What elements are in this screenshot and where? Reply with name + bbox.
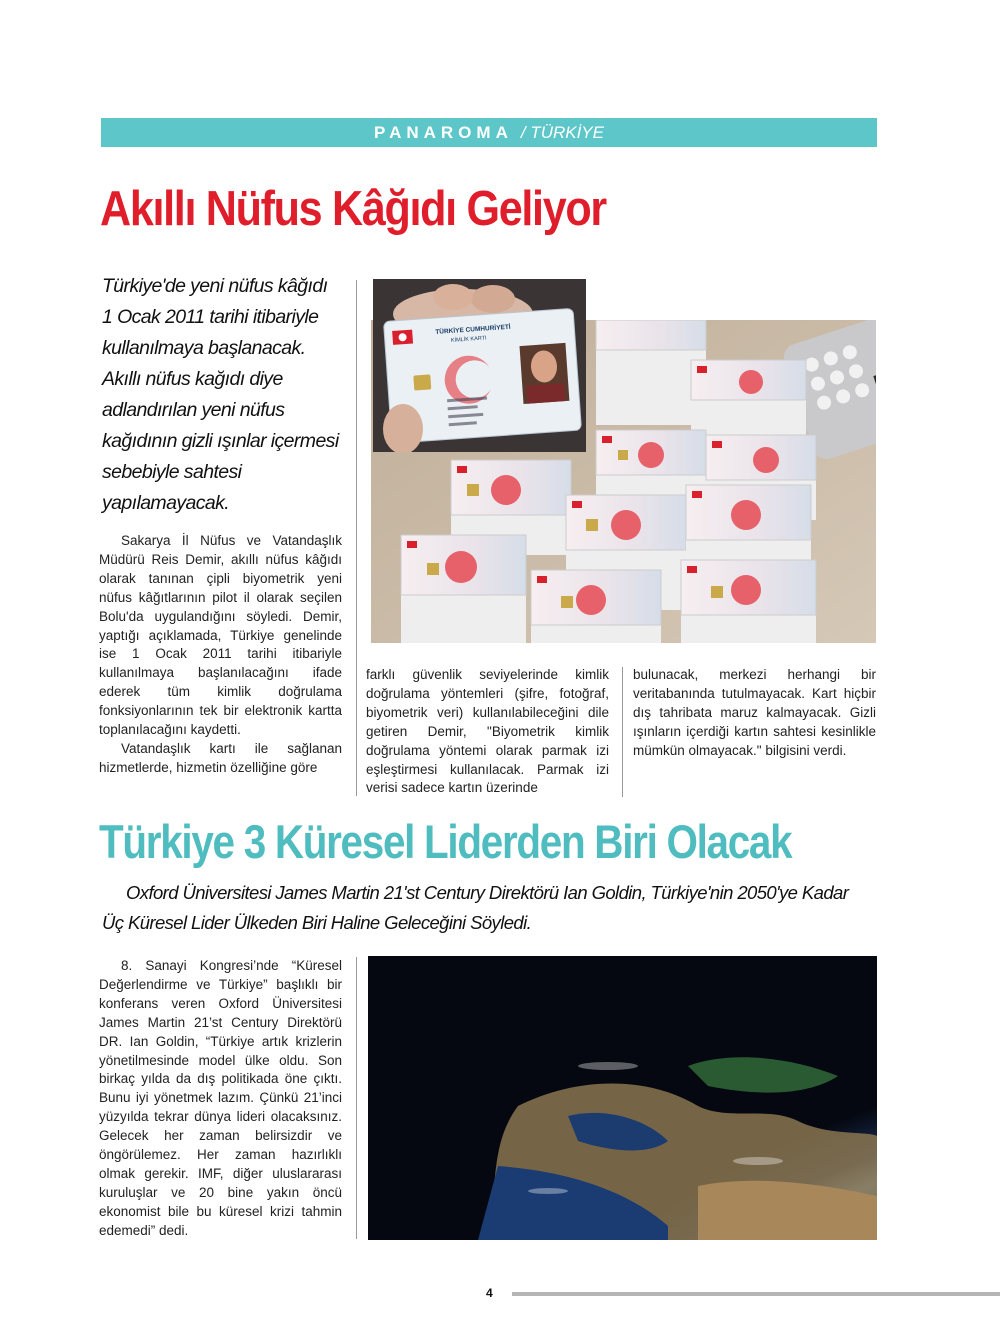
article2-column-1 xyxy=(99,957,342,1241)
paragraph: 8. Sanayi Kongresi’nde “Küresel Değerlendirme ve Türkiye” başlıklı bir konferans veren Oxford Üniversitesi James Martin 21’st Century Direktörü DR. Ian Goldin, “Türkiye artık krizlerin yönetilmesinde model ülke oldu. Son birkaç yılda da dış politikada öne çıktı. Bunu iyi yönetmek lazım. Çünkü 21’inci yüzyılda tekrar dünya lideri olacaksınız. Gelecek her zaman belirsizdir ve öngörülemez. Her zaman hazırlıklı olmak gerekir. IMF, diğer uluslararası kuruluşlar ve 20 bine yakın öncü ekonomist bile bu küresel krizi tahmin edemedi” dedi. xyxy=(99,958,342,1238)
paragraph: farklı güvenlik seviyelerinde kimlik doğrulama yöntemleri (şifre, fotoğraf, biyometrik veri) kullanılabileceğini dile getiren Demir, "Biyometrik kimlik doğrulama yöntemi olarak parmak izi eşleştirmesi kullanılacak. Parmak izi verisi sadece kartın üzerinde xyxy=(366,667,609,796)
column-rule xyxy=(356,957,357,1239)
footer-rule xyxy=(512,1292,1000,1296)
paragraph: Sakarya İl Nüfus ve Vatandaşlık Müdürü Reis Demir, akıllı nüfus kâğıdı olarak tanınan çipli biyometrik yeni nüfus kâğıtlarının pilot il olarak seçilen Bolu'da uygulandığını söyledi. Demir, yaptığı açıklamada, Türkiye genelinde ise 1 Ocak 2011 tarihi itibariyle kullanılmaya başlanılacağını ifade ederek tüm kimlik doğrulama fonksiyonlarının tek bir elektronik kartta toplanılacağını kaydetti. xyxy=(99,533,342,738)
earth-illustration xyxy=(368,956,877,1240)
paragraph: bulunacak, merkezi herhangi bir veritabanında tutulmayacak. Kart hiçbir dış tahribata maruz kalmayacak. Gizli ışınların içerdiği kartın sahtesi kesinlikle mümkün olmayacak." bilgisini verdi. xyxy=(633,667,876,758)
article1-column-1 xyxy=(99,532,342,778)
card-type: KİMLİK KARTI xyxy=(450,335,487,344)
lead-line: Türkiye'de yeni nüfus kâğıdı xyxy=(102,275,328,297)
lead-line: sebebiyle sahtesi xyxy=(102,461,242,483)
article1-column-3 xyxy=(633,666,876,761)
subsection-name: / TÜRKİYE xyxy=(520,122,604,142)
article1-column-2 xyxy=(366,666,609,798)
article2-title: Türkiye 3 Küresel Liderden Biri Olacak xyxy=(99,815,792,868)
lead-line: 1 Ocak 2011 tarihi itibariyle xyxy=(102,306,319,328)
subtitle-line: Oxford Üniversitesi James Martin 21'st Century Direktörü Ian Goldin, Türkiye'nin 2050'ye Kadar xyxy=(126,882,849,903)
article1-title: Akıllı Nüfus Kâğıdı Geliyor xyxy=(100,182,606,236)
lead-line: kullanılmaya başlanacak. xyxy=(102,337,306,359)
lead-line: kağıdının gizli ışınlar içermesi xyxy=(102,430,339,452)
column-rule xyxy=(356,280,357,796)
earth-from-space-photo xyxy=(368,956,877,1240)
section-header-bar xyxy=(101,118,877,147)
id-card-hand-photo xyxy=(373,279,586,452)
id-card-illustration xyxy=(373,279,586,452)
card-country: TÜRKİYE CUMHURİYETİ xyxy=(435,323,511,336)
lead-line: Akıllı nüfus kağıdı diye xyxy=(102,368,283,390)
article2-subtitle xyxy=(102,878,892,938)
lead-line: yapılamayacak. xyxy=(102,492,230,514)
subtitle-line: Üç Küresel Lider Ülkeden Biri Haline Geleceğini Söyledi. xyxy=(102,912,532,933)
column-rule xyxy=(622,667,623,797)
lead-line: adlandırılan yeni nüfus xyxy=(102,399,285,421)
section-name: PANAROMA xyxy=(374,122,513,142)
article1-lead xyxy=(102,271,342,519)
paragraph: Vatandaşlık kartı ile sağlanan hizmetlerde, hizmetin özelliğine göre xyxy=(99,740,342,775)
page-number: 4 xyxy=(486,1286,493,1300)
